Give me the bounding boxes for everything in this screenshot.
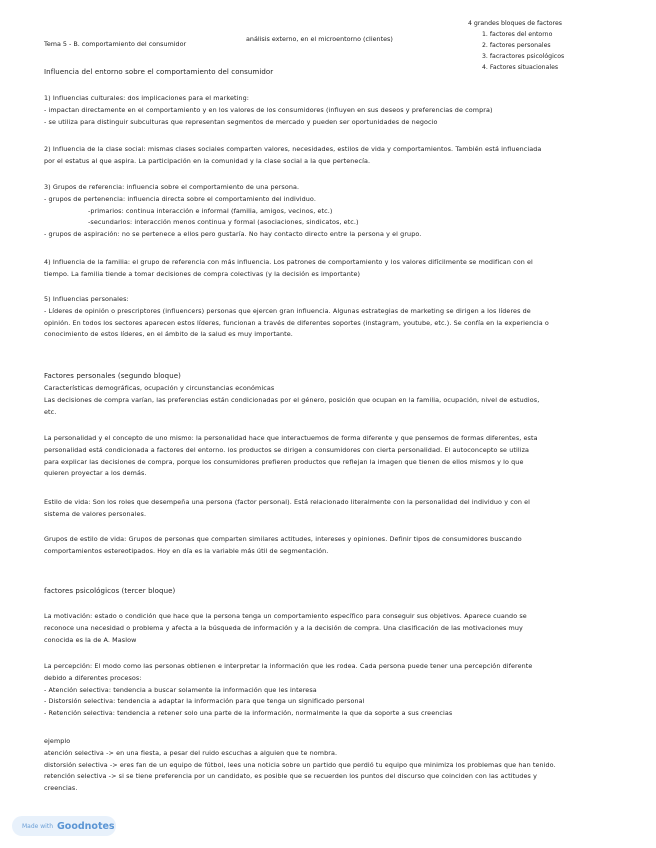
text-line: 3) Grupos de referencia: influencia sobre el comportamiento de una persona. xyxy=(44,183,300,191)
text-line: distorsión selectiva -> eres fan de un equipo de fútbol, lees una noticia sobre un partido que perdió tu equipo que minimiza los problemas que han tenido. xyxy=(44,760,556,769)
text-line: tiempo. La familia tiende a tomar decisiones de compra colectivas (y la decisión es importante) xyxy=(44,269,361,278)
section-title-entorno: Influencia del entorno sobre el comportamiento del consumidor xyxy=(44,68,274,76)
section-title-personales: Factores personales (segundo bloque) xyxy=(44,372,181,380)
goodnotes-badge xyxy=(12,816,116,836)
made-with-label: Made with xyxy=(22,822,53,830)
list-item: 1. factores del entorno xyxy=(482,31,553,38)
text-line: sistema de valores personales. xyxy=(44,509,147,518)
text-line: Las decisiones de compra varían, las preferencias están condicionadas por el género, posición que ocupan en la familia, ocupación, nivel de estudios, xyxy=(44,395,540,404)
text-line: comportamientos estereotipados. Hoy en día es la variable más útil de segmentación. xyxy=(44,546,329,555)
paragraph-motivacion xyxy=(44,611,616,646)
text-line: - Retención selectiva: tendencia a retener solo una parte de la información, normalmente la que da soporte a sus creencias xyxy=(44,709,453,718)
text-line: por el estatus al que aspira. La participación en la comunidad y la clase social a la que pertenecía. xyxy=(44,156,371,165)
text-line: ejemplo xyxy=(44,737,71,745)
paragraph-culturales xyxy=(44,93,616,128)
text-line: - Líderes de opinión o prescriptores (influencers) personas que ejercen gran influencia. Algunas estrategias de marketing se dirigen a los líderes de xyxy=(44,306,531,315)
text-line: 5) Influencias personales: xyxy=(44,295,129,303)
text-line: personalidad está condicionada a factores del entorno. los productos se dirigen a consumidores con cierta personalidad. El autoconcepto se utiliza xyxy=(44,445,530,454)
text-line: para explicar las decisiones de compra, porque los consumidores prefieren productos que reflejan la imagen que tienen de ellos mismos y lo que xyxy=(44,457,524,466)
paragraph-influencias-personales xyxy=(44,294,616,341)
paragraph-ejemplo xyxy=(44,736,616,795)
text-line: - Atención selectiva: tendencia a buscar solamente la información que les interesa xyxy=(44,685,317,694)
text-line: Características demográficas, ocupación y circunstancias económicas xyxy=(44,384,275,392)
paragraph-demograficas xyxy=(44,383,616,418)
text-line: creencias. xyxy=(44,784,78,793)
text-line: Estilo de vida: Son los roles que desempeña una persona (factor personal). Está relacionado literalmente con la personalidad del individuo y con el xyxy=(44,498,531,506)
text-line: - impactan directamente en el comportamiento y en los valores de los consumidores (influyen en sus deseos y preferencias de compra) xyxy=(44,105,493,114)
text-line: - grupos de pertenencia: influencia directa sobre el comportamiento del individuo. xyxy=(44,194,316,203)
text-line: quieren proyectar a los demás. xyxy=(44,469,147,478)
text-line: reconoce una necesidad o problema y afecta a la búsqueda de información y a la decisión de compra. Una clasificación de las motivaciones muy xyxy=(44,623,523,632)
text-line: debido a diferentes procesos: xyxy=(44,673,142,682)
text-line: atención selectiva -> en una fiesta, a pesar del ruido escuchas a alguien que te nombra. xyxy=(44,748,338,757)
text-line: conocimiento de estos líderes, en el ámbito de la salud es muy importante. xyxy=(44,330,293,339)
text-line: etc. xyxy=(44,407,57,416)
paragraph-familia xyxy=(44,257,616,281)
list-item: 3. facractores psicológicos xyxy=(482,53,565,60)
paragraph-grupos-referencia xyxy=(44,182,616,241)
section-title-psicologicos: factores psicológicos (tercer bloque) xyxy=(44,587,176,595)
list-item: 4. Factores situacionales xyxy=(482,64,559,71)
paragraph-estilo-vida xyxy=(44,497,616,521)
paragraph-personalidad xyxy=(44,433,616,480)
text-line: 2) Influencia de la clase social: mismas clases sociales comparten valores, necesidades, estilos de vida y comportamientos. También está influenciada xyxy=(44,145,542,153)
text-line: conocida es la de A. Maslow xyxy=(44,635,137,644)
text-line: retención selectiva -> si se tiene preferencia por un candidato, es posible que se recuerden los puntos del discurso que coinciden con las actitudes y xyxy=(44,772,537,781)
list-item: 2. factores personales xyxy=(482,42,551,49)
text-line: - se utiliza para distinguir subculturas que representan segmentos de mercado y pueden ser oportunidades de negocio xyxy=(44,117,438,126)
goodnotes-logo: Goodnotes xyxy=(57,820,115,832)
text-line: 1) Influencias culturales: dos implicaciones para el marketing: xyxy=(44,94,250,102)
text-line: Grupos de estilo de vida: Grupos de personas que comparten similares actitudes, intereses y opiniones. Definir tipos de consumidores buscando xyxy=(44,535,522,543)
paragraph-grupos-estilo xyxy=(44,534,616,558)
text-line: -secundarios: interacción menos continua y formal (asociaciones, sindicatos, etc.) xyxy=(88,218,359,227)
paragraph-percepcion xyxy=(44,661,616,720)
topic-title: Tema 5 - B. comportamiento del consumidor xyxy=(44,40,187,48)
text-line: - Distorsión selectiva: tendencia a adaptar la información para que tenga un significado personal xyxy=(44,697,365,706)
text-line: La percepción: El modo como las personas obtienen e interpretar la información que les rodea. Cada persona puede tener una percepción diferente xyxy=(44,662,533,670)
factor-blocks-title: 4 grandes bloques de factores xyxy=(468,20,563,27)
text-line: La personalidad y el concepto de uno mismo: la personalidad hace que interactuemos de forma diferente y que pensemos de formas diferentes, esta xyxy=(44,434,538,442)
text-line: La motivación: estado o condición que hace que la persona tenga un comportamiento específico para conseguir sus objetivos. Aparece cuando se xyxy=(44,612,527,620)
text-line: opinión. En todos los sectores aparecen estos líderes, funcionan a través de diferentes soportes (instagram, youtube, etc.). Se confía en la experiencia o xyxy=(44,318,549,327)
text-line: 4) Influencia de la familia: el grupo de referencia con más influencia. Los patrones de comportamiento y los valores difícilmente se modifican con el xyxy=(44,258,533,266)
paragraph-clase-social xyxy=(44,144,616,168)
text-line: -primarios: continua interacción e informal (familia, amigos, vecinos, etc.) xyxy=(88,206,333,215)
factor-blocks-list xyxy=(468,18,638,73)
page-subtitle: análisis externo, en el microentorno (clientes) xyxy=(246,35,393,43)
text-line: - grupos de aspiración: no se pertenece a ellos pero gustaría. No hay contacto directo entre la persona y el grupo. xyxy=(44,230,422,239)
